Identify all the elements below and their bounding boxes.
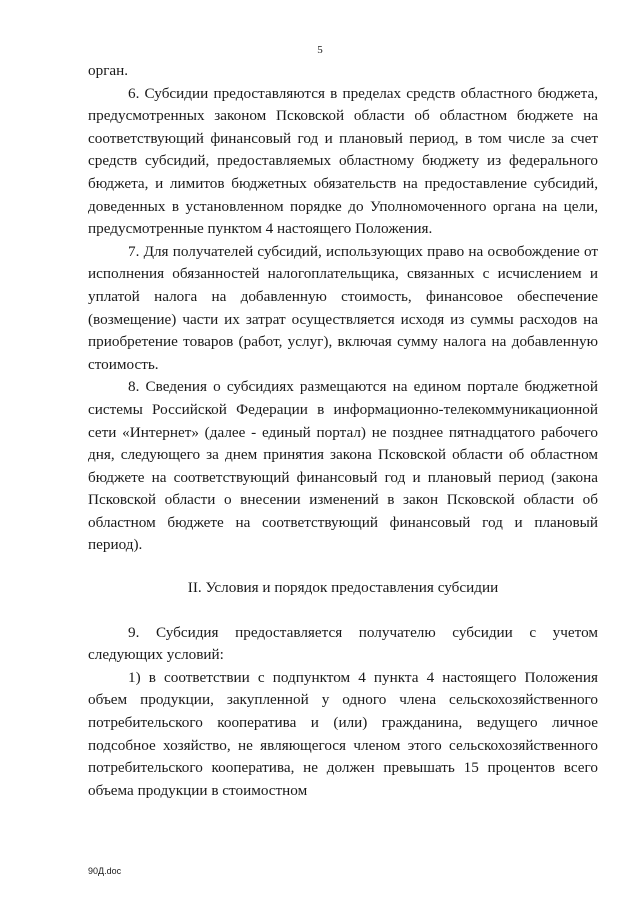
paragraph-9: 9. Субсидия предоставляется получателю субсидии с учетом следующих условий: xyxy=(88,623,598,664)
document-body xyxy=(88,60,598,802)
paragraph-6: 6. Субсидии предоставляются в пределах средств областного бюджета, предусмотренных законом Псковской области об областном бюджете на соответствующий финансовый год и плановый период, в том числе за счет средств субсидий, предоставляемых областному бюджету из федерального бюджета, и лимитов бюджетных обязательств на предоставление субсидий, доведенных в установленном порядке до Уполномоченного органа на цели, предусмотренные пунктом 4 настоящего Положения. xyxy=(88,84,598,238)
paragraph-8: 8. Сведения о субсидиях размещаются на едином портале бюджетной системы Российской Федерации в информационно-телекоммуникационной сети «Интернет» (далее - единый портал) не позднее пятнадцатого рабочего дня, следующего за днем принятия закона Псковской области об областном бюджете на соответствующий финансовый год и плановый период (закона Псковской области о внесении изменений в закон Псковской области об областном бюджете на соответствующий финансовый год и плановый период). xyxy=(88,378,598,554)
page-number: 5 xyxy=(317,44,323,56)
footer-filename: 90Д.doc xyxy=(88,866,122,876)
paragraph-7: 7. Для получателей субсидий, использующих право на освобождение от исполнения обязанностей налогоплательщика, связанных с исчислением и уплатой налога на добавленную стоимость, финансовое обеспечение (возмещение) части их затрат осуществляется исходя из суммы расходов на приобретение товаров (работ, услуг), включая сумму налога на добавленную стоимость. xyxy=(88,242,598,373)
paragraph-9-1: 1) в соответствии с подпунктом 4 пункта 4 настоящего Положения объем продукции, закупленной у одного члена сельскохозяйственного потребительского кооператива и (или) гражданина, ведущего личное подсобное хозяйство, не являющегося членом этого сельскохозяйственного потребительского кооператива, не должен превышать 15 процентов всего объема продукции в стоимостном xyxy=(88,668,598,799)
paragraph-continuation: орган. xyxy=(88,62,129,79)
section-heading: II. Условия и порядок предоставления субсидии xyxy=(187,579,499,597)
